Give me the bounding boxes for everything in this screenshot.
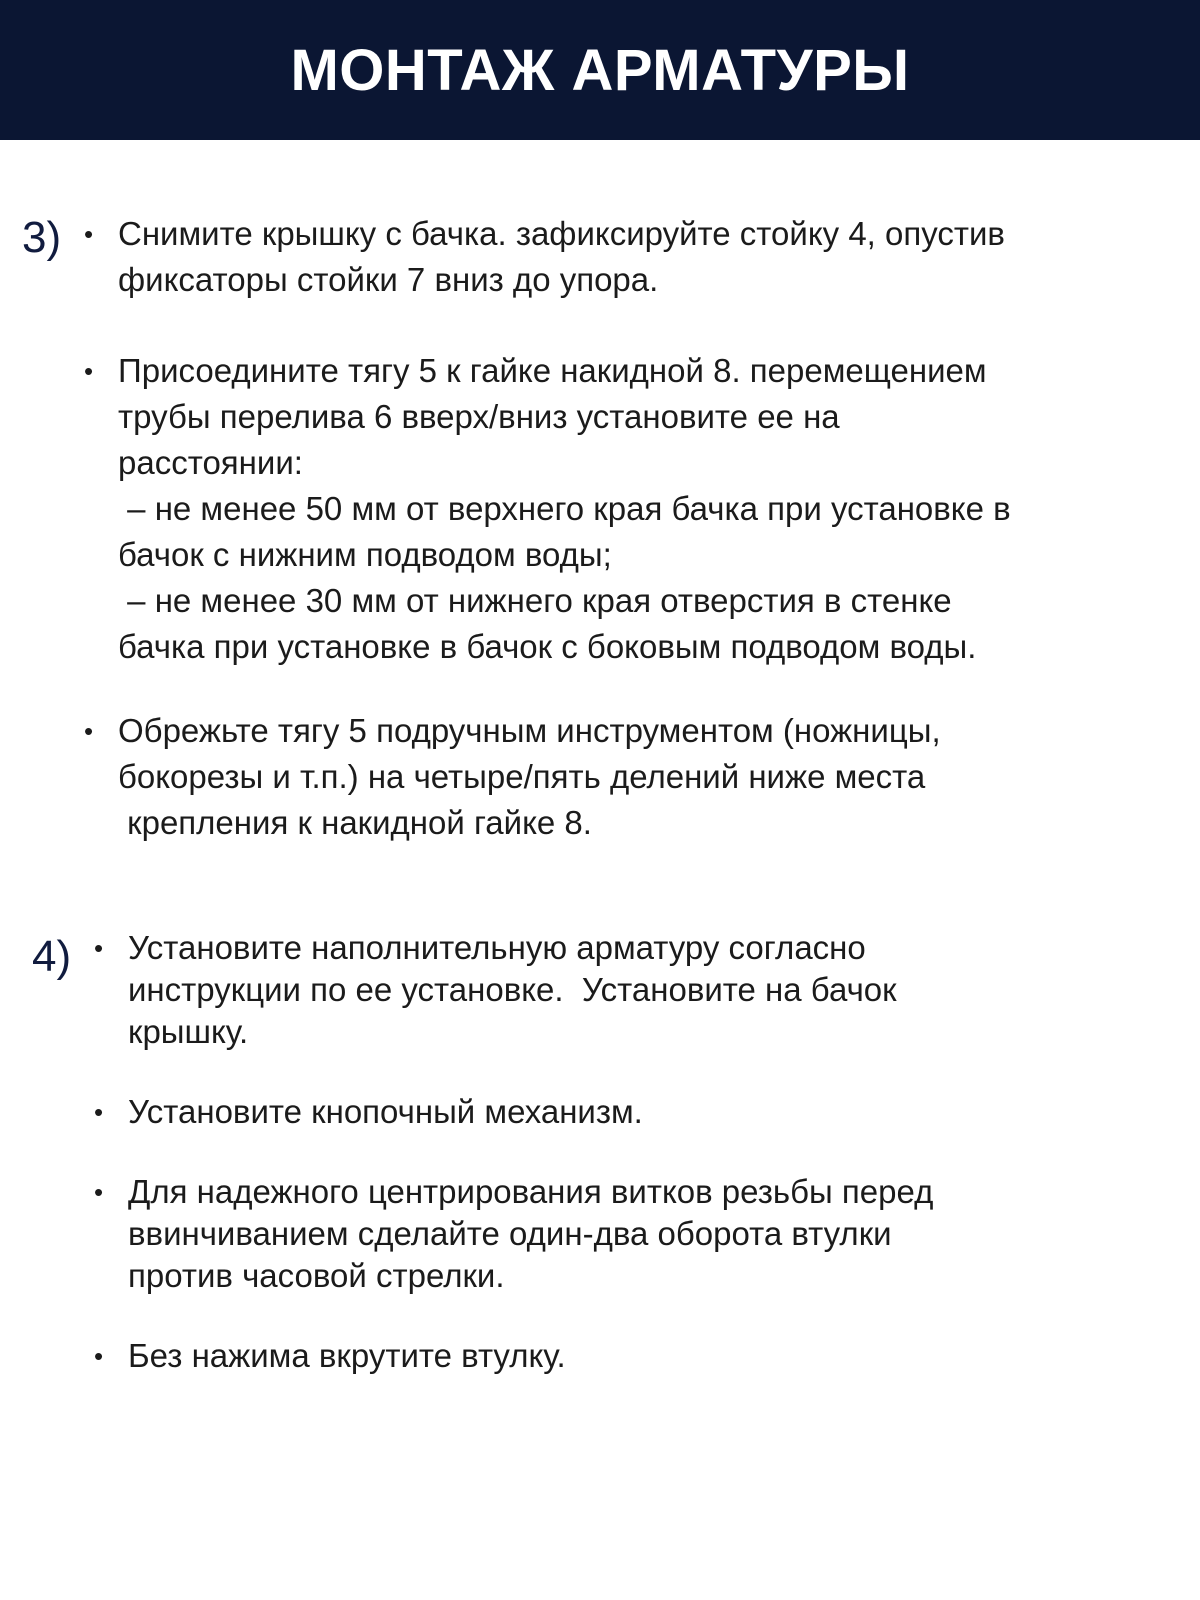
instruction-item: [84, 348, 1011, 670]
step-4-instructions: [94, 927, 934, 1377]
instruction-line: Присоедините тягу 5 к гайке накидной 8. перемещением: [118, 352, 987, 389]
instruction-line: – не менее 50 мм от верхнего края бачка при установке в: [118, 490, 1011, 527]
instruction-item: [94, 1091, 933, 1133]
bullet-icon: •: [84, 219, 94, 249]
instruction-item: [84, 211, 1011, 303]
instruction-item: [94, 1335, 933, 1377]
bullet-icon: •: [84, 356, 94, 386]
page-title: МОНТАЖ АРМАТУРЫ: [290, 37, 910, 103]
instruction-line: крепления к накидной гайке 8.: [118, 804, 592, 841]
instruction-item: [84, 708, 1011, 846]
instruction-line: Без нажима вкрутите втулку.: [128, 1337, 566, 1374]
bullet-icon: •: [94, 1177, 104, 1207]
instruction-line: крышку.: [128, 1013, 249, 1050]
bullet-icon: •: [94, 1097, 104, 1127]
bullet-icon: •: [84, 716, 94, 746]
instruction-line: трубы перелива 6 вверх/вниз установите ее на: [118, 398, 840, 435]
instruction-line: Обрежьте тягу 5 подручным инструментом (ножницы,: [118, 712, 941, 749]
page-header: [0, 0, 1200, 140]
instruction-item: [94, 927, 933, 1053]
instruction-line: Установите наполнительную арматуру согласно: [128, 929, 866, 966]
instruction-line: Установите кнопочный механизм.: [128, 1093, 643, 1130]
step-number: 3): [22, 213, 62, 262]
instruction-line: инструкции по ее установке. Установите на бачок: [128, 971, 897, 1008]
instruction-line: фиксаторы стойки 7 вниз до упора.: [118, 261, 659, 298]
instruction-line: бокорезы и т.п.) на четыре/пять делений ниже места: [118, 758, 926, 795]
instruction-line: Снимите крышку с бачка. зафиксируйте стойку 4, опустив: [118, 215, 1005, 252]
instruction-line: – не менее 30 мм от нижнего края отверстия в стенке: [118, 582, 952, 619]
instruction-item: [94, 1171, 934, 1297]
instruction-line: против часовой стрелки.: [128, 1257, 505, 1294]
step-number: 4): [32, 932, 72, 981]
instruction-line: Для надежного центрирования витков резьбы перед: [128, 1173, 934, 1210]
instruction-line: бачок с нижним подводом воды;: [118, 536, 612, 573]
instruction-line: расстоянии:: [118, 444, 303, 481]
instruction-line: бачка при установке в бачок с боковым подводом воды.: [118, 628, 977, 665]
bullet-icon: •: [94, 1341, 104, 1371]
bullet-icon: •: [94, 933, 104, 963]
instruction-line: ввинчиванием сделайте один-два оборота втулки: [128, 1215, 892, 1252]
step-3-instructions: [84, 211, 1011, 846]
